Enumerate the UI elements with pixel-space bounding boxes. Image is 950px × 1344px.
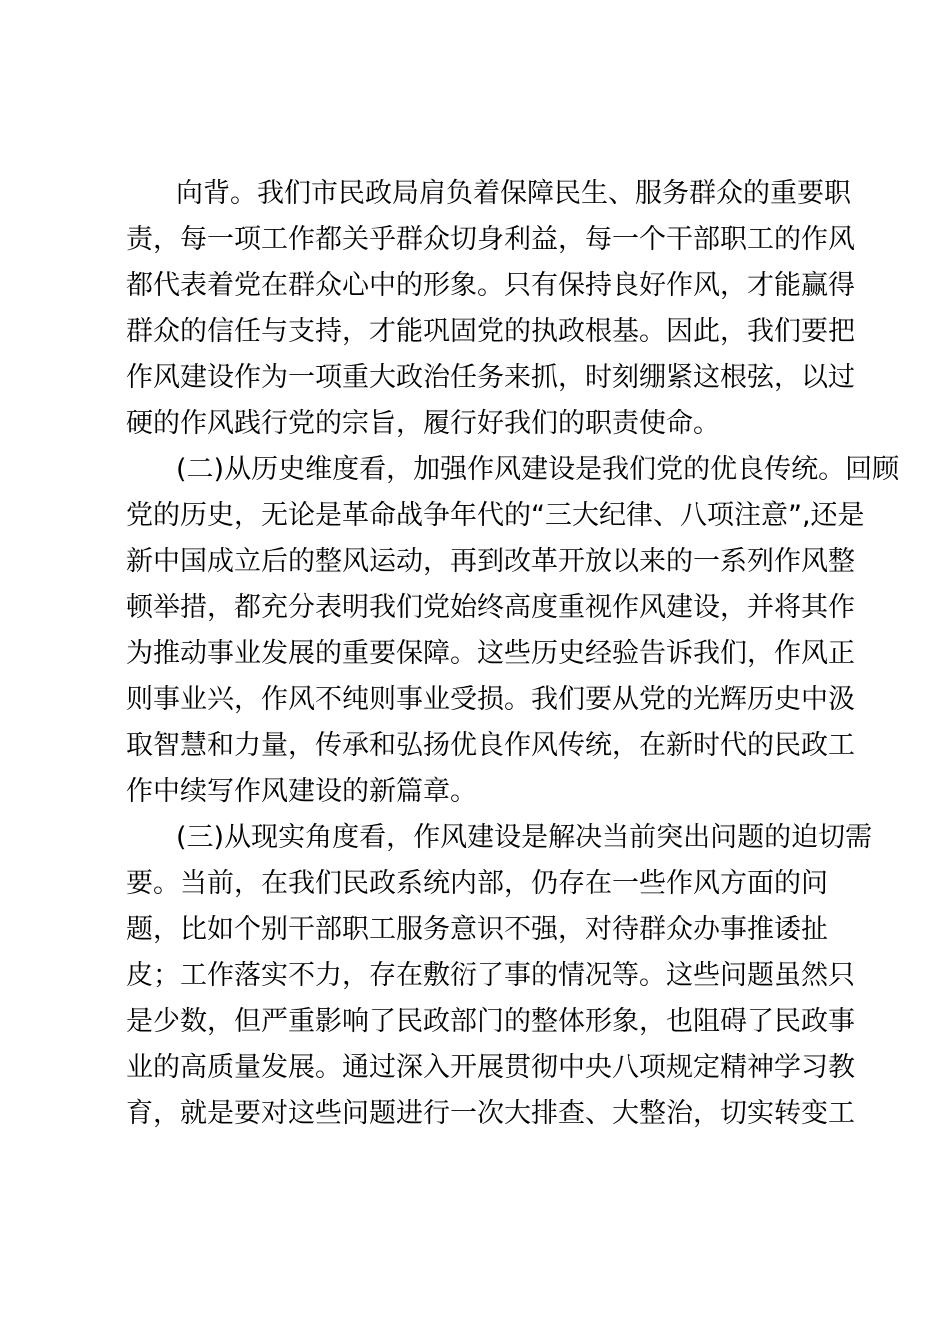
text-line: 都代表着党在群众心中的形象。只有保持良好作风，才能赢得: [126, 270, 855, 301]
text-line: 为推动事业发展的重要保障。这些历史经验告诉我们，作风正: [126, 638, 855, 669]
text-line: 则事业兴，作风不纯则事业受损。我们要从党的光辉历史中汲: [126, 684, 855, 715]
text-line: 是少数，但严重影响了民政部门的整体形象，也阻碍了民政事: [126, 1006, 855, 1037]
section-heading-line: (二)从历史维度看，加强作风建设是我们党的优良传统。回顾: [176, 454, 900, 485]
text-line: 责，每一项工作都关乎群众切身利益，每一个干部职工的作风: [126, 224, 855, 255]
text-line: 取智慧和力量，传承和弘扬优良作风传统，在新时代的民政工: [126, 730, 855, 761]
text-line: 顿举措，都充分表明我们党始终高度重视作风建设，并将其作: [126, 592, 855, 623]
text-line: 题，比如个别干部职工服务意识不强，对待群众办事推诿扯: [126, 914, 828, 945]
text-line: 向背。我们市民政局肩负着保障民生、服务群众的重要职: [176, 178, 851, 209]
text-line: 要。当前，在我们民政系统内部，仍存在一些作风方面的问: [126, 868, 828, 899]
text-line: 新中国成立后的整风运动，再到改革开放以来的一系列作风整: [126, 546, 855, 577]
text-line: 育，就是要对这些问题进行一次大排查、大整治，切实转变工: [126, 1098, 855, 1129]
text-line: 作中续写作风建设的新篇章。: [126, 776, 477, 807]
text-line: 业的高质量发展。通过深入开展贯彻中央八项规定精神学习教: [126, 1052, 855, 1083]
text-line: 群众的信任与支持，才能巩固党的执政根基。因此，我们要把: [126, 316, 855, 347]
text-line: 党的历史，无论是革命战争年代的“三大纪律、八项注意”,还是: [126, 500, 865, 531]
text-line: 作风建设作为一项重大政治任务来抓，时刻绷紧这根弦，以过: [126, 362, 855, 393]
section-heading-line: (三)从现实角度看，作风建设是解决当前突出问题的迫切需: [176, 822, 873, 853]
text-line: 硬的作风践行党的宗旨，履行好我们的职责使命。: [126, 408, 720, 439]
text-line: 皮；工作落实不力，存在敷衍了事的情况等。这些问题虽然只: [126, 960, 855, 991]
